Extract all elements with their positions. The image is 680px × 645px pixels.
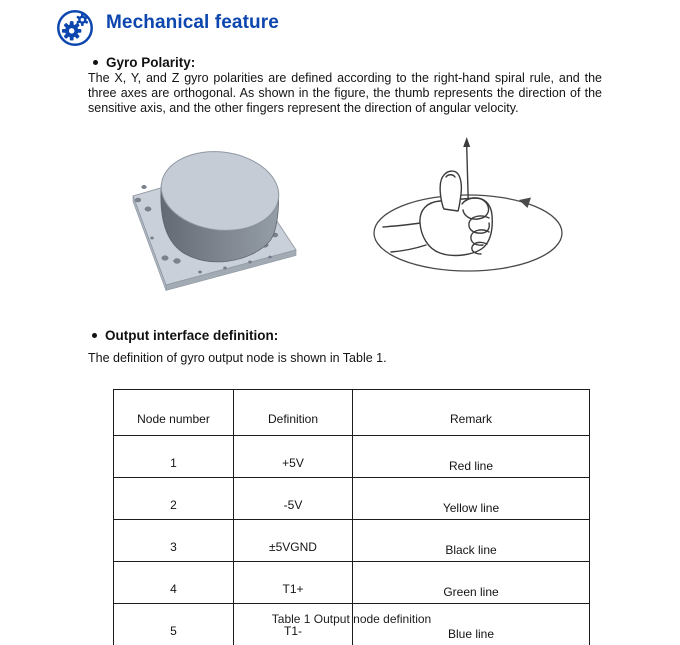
gyro-polarity-heading (93, 55, 195, 70)
col-header-definition: Definition (234, 390, 353, 436)
page-title: Mechanical feature (106, 12, 279, 33)
cell-definition: -5V (234, 478, 353, 520)
cell-definition: ±5VGND (234, 520, 353, 562)
cell-remark: Red line (353, 436, 590, 478)
table-intro-text: The definition of gyro output node is shown in Table 1. (88, 351, 387, 365)
cell-definition: T1- (234, 604, 353, 645)
bullet-icon (92, 333, 97, 338)
col-header-remark: Remark (353, 390, 590, 436)
output-interface-heading-label: Output interface definition: (105, 328, 279, 343)
cell-remark: Yellow line (353, 478, 590, 520)
bullet-icon (93, 60, 98, 65)
cell-node-number: 3 (114, 520, 234, 562)
gears-icon (56, 9, 94, 47)
cell-node-number: 4 (114, 562, 234, 604)
col-header-node-number: Node number (114, 390, 234, 436)
cell-node-number: 1 (114, 436, 234, 478)
output-node-table-wrap (113, 389, 590, 645)
output-node-table (113, 389, 590, 645)
cell-remark: Blue line (353, 604, 590, 645)
gyro-polarity-paragraph: The X, Y, and Z gyro polarities are defined according to the right-hand spiral rule, and the three axes are orthogonal. As shown in the figure, the thumb represents the direction of the sensitive axis, and the other fingers represent the direction of angular velocity. (88, 71, 602, 115)
output-interface-heading (92, 328, 278, 343)
cell-remark: Green line (353, 562, 590, 604)
cell-definition: +5V (234, 436, 353, 478)
table-row (114, 436, 590, 478)
gyro-polarity-heading-label: Gyro Polarity: (106, 55, 196, 70)
cell-definition: T1+ (234, 562, 353, 604)
table-row (114, 520, 590, 562)
cell-node-number: 5 (114, 604, 234, 645)
table-caption: Table 1 Output node definition (271, 612, 432, 626)
table-row (114, 478, 590, 520)
right-hand-rule-figure (362, 128, 567, 296)
table-header-row (114, 390, 590, 436)
gyro-device-figure (128, 138, 323, 293)
cell-remark: Black line (353, 520, 590, 562)
cell-node-number: 2 (114, 478, 234, 520)
table-row (114, 562, 590, 604)
